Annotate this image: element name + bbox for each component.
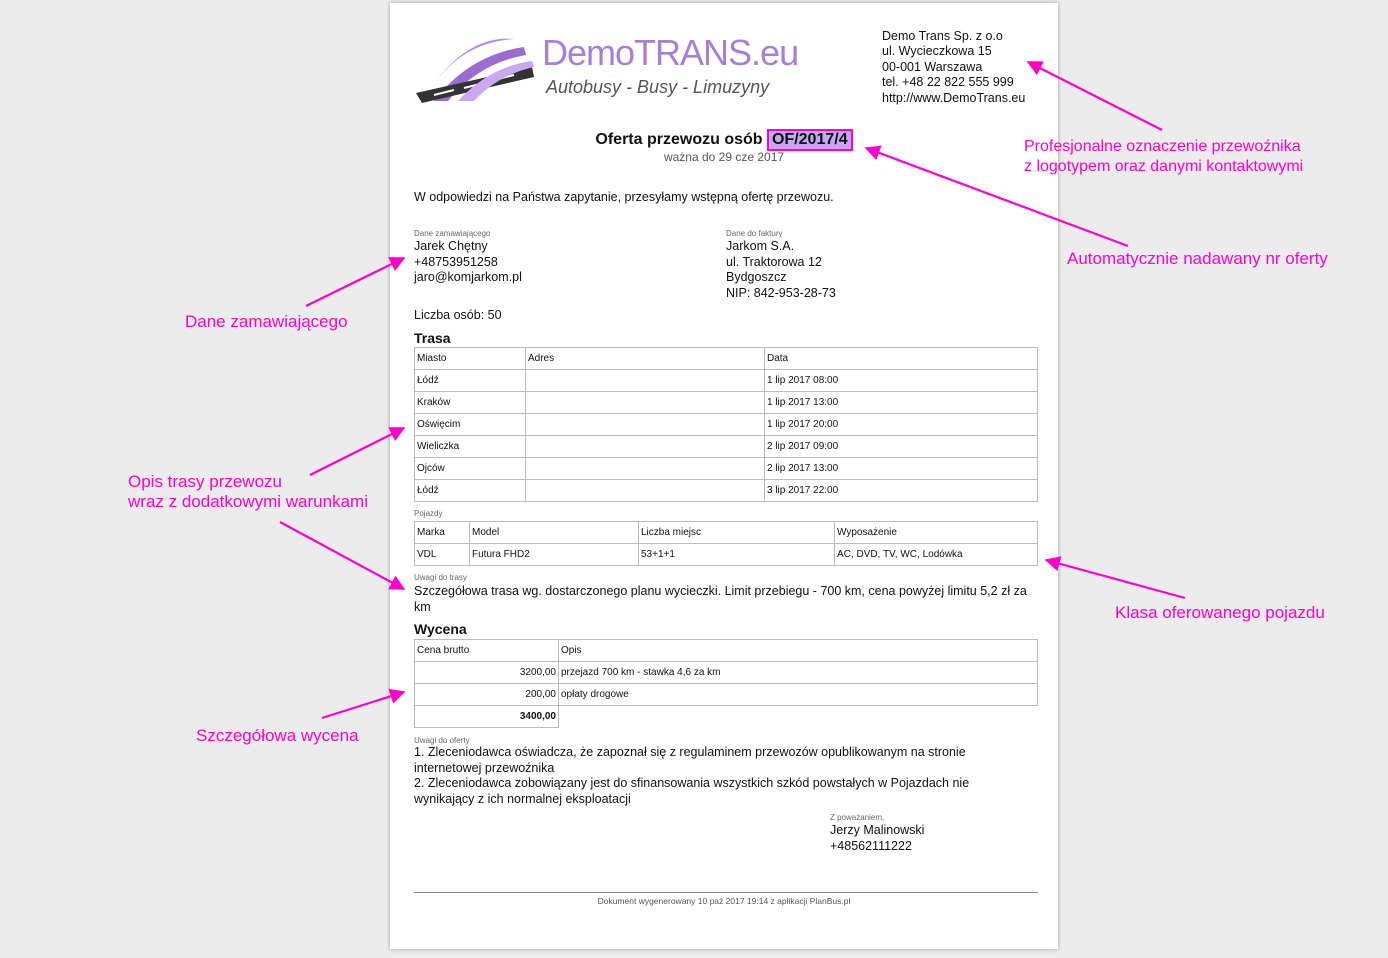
vehicle-make: VDL: [415, 544, 470, 566]
offer-valid-until: ważna do 29 cze 2017: [663, 150, 785, 164]
arrow-orderer: [306, 258, 404, 306]
invoice-city: Bydgoszcz: [726, 270, 787, 284]
company-phone: tel. +48 22 822 555 999: [882, 75, 1014, 90]
route-city: Oświęcim: [415, 414, 526, 436]
offer-note-line: internetowej przewoźnika: [414, 760, 555, 775]
company-street: ul. Wycieczkowa 15: [882, 44, 992, 59]
intro-text: W odpowiedzi na Państwa zapytanie, przesyłamy wstępną ofertę przewozu.: [414, 190, 834, 204]
route-city: Łódź: [415, 370, 526, 392]
route-date: 3 lip 2017 22:00: [765, 480, 1038, 502]
pricing-total: 3400,00: [415, 706, 559, 728]
route-notes-text: Szczegółowa trasa wg. dostarczonego planu wycieczki. Limit przebiegu - 700 km, cena powyżej limitu 5,2 zł za km: [414, 584, 1027, 614]
route-date: 1 lip 2017 08:00: [765, 370, 1038, 392]
offer-number: OF/2017/4: [767, 129, 853, 151]
route-date: 2 lip 2017 13:00: [765, 458, 1038, 480]
route-city: Ojców: [415, 458, 526, 480]
annotation-carrier-line: z logotypem oraz danymi kontaktowymi: [1024, 158, 1304, 175]
annotation-offer-number: Automatycznie nadawany nr oferty: [1067, 249, 1328, 268]
pricing-price: 200,00: [415, 684, 559, 706]
company-website: http://www.DemoTrans.eu: [882, 90, 1026, 105]
annotation-orderer: Dane zamawiającego: [185, 312, 348, 331]
annotation-pricing: Szczegółowa wycena: [196, 726, 359, 745]
annotation-carrier-line: Profesjonalne oznaczenie przewoźnika: [1024, 138, 1301, 155]
arrow-vehicle: [1046, 560, 1185, 598]
pricing-heading: Wycena: [414, 621, 467, 637]
vehicles-label: Pojazdy: [414, 509, 443, 518]
pricing-description: opłaty drogowe: [559, 684, 1038, 706]
invoice-street: ul. Traktorowa 12: [726, 254, 822, 269]
pricing-col-description: Opis: [559, 640, 1038, 662]
arrow-pricing: [322, 692, 404, 718]
arrow-carrier: [1028, 62, 1162, 130]
annotation-route-line: wraz z dodatkowymi warunkami: [128, 492, 368, 511]
invoice-nip: NIP: 842-953-28-73: [726, 285, 836, 300]
route-col-date: Data: [765, 348, 1038, 370]
route-city: Wieliczka: [415, 436, 526, 458]
route-city: Kraków: [415, 392, 526, 414]
annotation-vehicle: Klasa oferowanego pojazdu: [1115, 603, 1325, 622]
vehicles-col-model: Model: [470, 522, 639, 544]
vehicles-col-seats: Liczba miejsc: [639, 522, 835, 544]
vehicle-equipment: AC, DVD, TV, WC, Lodówka: [835, 544, 1038, 566]
route-col-address: Adres: [526, 348, 765, 370]
route-date: 2 lip 2017 09:00: [765, 436, 1038, 458]
arrow-offer-number: [866, 148, 1128, 246]
footer-text: Dokument wygenerowany 10 paź 2017 19:14 z aplikacji PlanBus.pl: [597, 896, 851, 906]
route-date: 1 lip 2017 20:00: [765, 414, 1038, 436]
pricing-price: 3200,00: [415, 662, 559, 684]
orderer-phone: +48753951258: [414, 254, 498, 269]
orderer-email: jaro@komjarkom.pl: [414, 270, 522, 284]
vehicle-model: Futura FHD2: [470, 544, 639, 566]
orderer-name: Jarek Chętny: [414, 239, 488, 253]
invoice-label: Dane do faktury: [726, 229, 783, 238]
logo-main-text: DemoTRANS.eu: [542, 32, 799, 73]
annotation-route-line: Opis trasy przewozu: [128, 472, 282, 491]
route-heading: Trasa: [414, 330, 451, 346]
route-col-city: Miasto: [415, 348, 526, 370]
pricing-description: przejazd 700 km - stawka 4,6 za km: [559, 662, 1038, 684]
route-city: Łódź: [415, 480, 526, 502]
route-notes-label: Uwagi do trasy: [414, 573, 467, 582]
signature-phone: +48562111222: [830, 838, 912, 853]
signature-label: Z poważaniem,: [830, 813, 885, 822]
persons-count: Liczba osób: 50: [414, 308, 502, 322]
offer-note-line: 2. Zleceniodawca zobowiązany jest do sfinansowania wszystkich szkód powstałych w Pojazdach nie: [414, 776, 970, 790]
logo-sub-text: Autobusy - Busy - Limuzyny: [546, 77, 770, 97]
signature-name: Jerzy Malinowski: [830, 823, 925, 837]
vehicle-seats: 53+1+1: [639, 544, 835, 566]
invoice-company: Jarkom S.A.: [726, 239, 795, 253]
offer-title-text: Oferta przewozu osób: [595, 131, 763, 148]
arrow-route-notes: [280, 522, 404, 589]
company-city: 00-001 Warszawa: [882, 59, 983, 74]
company-name: Demo Trans Sp. z o.o: [882, 29, 1003, 43]
pricing-col-price: Cena brutto: [415, 640, 559, 662]
offer-note-line: wynikający z ich normalnej eksploatacji: [414, 791, 631, 806]
vehicles-col-make: Marka: [415, 522, 470, 544]
route-date: 1 lip 2017 13:00: [765, 392, 1038, 414]
offer-notes-label: Uwagi do oferty: [414, 736, 470, 745]
offer-note-line: 1. Zleceniodawca oświadcza, że zapoznał się z regulaminem przewozów opublikowanym na stronie: [414, 745, 966, 759]
arrow-route: [310, 428, 404, 475]
orderer-label: Dane zamawiającego: [414, 229, 491, 238]
vehicles-col-equipment: Wyposażenie: [835, 522, 1038, 544]
